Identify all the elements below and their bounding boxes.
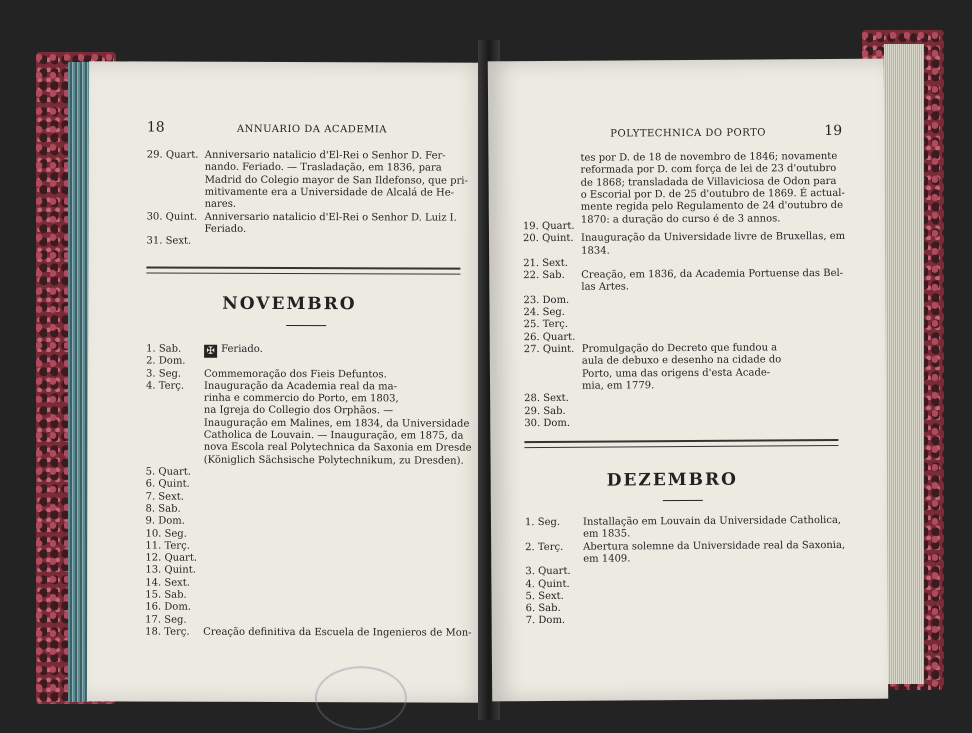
entry-day: 19. Quart.	[522, 220, 575, 233]
page-edges	[884, 44, 924, 684]
entry-day: 5. Quart.	[145, 466, 192, 478]
entry-day: 30. Quint.	[146, 211, 198, 223]
entry-day: 3. Seg.	[146, 368, 182, 380]
entry-text: (Königlich Sächsische Polytechnikum, zu Dresden).	[203, 454, 464, 467]
entry-day: 28. Sext.	[524, 393, 569, 405]
entry-text: rinha e commercio do Porto, em 1803,	[203, 392, 399, 405]
title-underline	[286, 325, 326, 326]
right-page	[488, 59, 888, 702]
entry-day: 17. Seg.	[145, 614, 187, 626]
entry-text: nova Escola real Polytechnica da Saxonia em Dresde	[203, 442, 472, 455]
library-stamp	[315, 666, 407, 730]
entry-day: 1. Seg.	[524, 516, 561, 529]
entry-day: 27. Quint.	[523, 343, 575, 356]
entry-text: Abertura solemne da Universidade real da Saxonia,	[583, 539, 846, 553]
entry-text: em 1835.	[583, 528, 631, 541]
entry-day: 13. Quint.	[145, 564, 196, 577]
cross-icon: ✠	[204, 345, 217, 358]
entry-day: 7. Dom.	[525, 615, 566, 627]
section-rule	[146, 267, 460, 275]
entry-day: 10. Seg.	[145, 528, 187, 540]
entry-text: Feriado.	[204, 223, 247, 235]
page-number: 18	[146, 119, 165, 136]
entry-text: ✠ Feriado.	[204, 344, 263, 358]
entry-day: 6. Sab.	[525, 602, 561, 615]
entry-day: 20. Quint.	[522, 233, 574, 245]
entry-day: 6. Quint.	[145, 478, 190, 490]
month-title: DEZEMBRO	[606, 469, 738, 491]
entry-text: Creação definitiva da Escuela de Ingenieros de Mon-	[203, 626, 472, 639]
entry-day: 15. Sab.	[145, 589, 187, 601]
entry-day: 30. Dom.	[524, 417, 571, 429]
entry-day: 24. Seg.	[523, 306, 566, 319]
text-line: mente regida pelo Regulamento de 24 d'outubro de	[580, 200, 844, 213]
entry-day: 14. Sext.	[145, 577, 191, 589]
entry-text: Inauguração em Malines, em 1834, da Universidade	[203, 417, 470, 430]
text-line: de 1868; transladada de Villaviciosa de Odon para	[580, 175, 837, 189]
entry-day: 8. Sab.	[145, 503, 181, 515]
entry-text: Commemoração dos Fieis Defuntos.	[204, 368, 387, 380]
entry-text: 1834.	[581, 245, 610, 257]
title-underline	[663, 500, 703, 501]
entry-text: aula de debuxo e desenho na cidade do	[581, 354, 782, 368]
entry-day: 29. Quart.	[146, 149, 199, 161]
entry-day: 7. Sext.	[145, 491, 184, 503]
entry-day: 25. Terç.	[523, 319, 569, 331]
page-number: 19	[824, 122, 843, 140]
entry-day: 4. Quint.	[525, 578, 570, 590]
running-head: ANNUARIO DA ACADEMIA	[236, 123, 388, 136]
entry-day: 4. Terç.	[145, 380, 185, 392]
text-line: o Escorial por D. de 25 d'outubro de 1869. É actual-	[580, 187, 845, 201]
entry-text: em 1409.	[583, 553, 631, 565]
entry-text: Installação em Louvain da Universidade Catholica,	[582, 514, 842, 528]
entry-text: Anniversario natalicio d'El-Rei o Senhor D. Luiz I.	[204, 211, 457, 224]
entry-day: 9. Dom.	[145, 515, 185, 527]
entry-day: 5. Sext.	[525, 590, 564, 602]
entry-text: Catholica de Louvain. — Inauguração, em 1875, da	[203, 429, 464, 442]
section-rule	[524, 439, 838, 448]
entry-text: nares.	[204, 198, 237, 211]
entry-text: mitivamente era a Universidade de Alcalá de He-	[204, 186, 455, 199]
entry-day: 16. Dom.	[145, 601, 192, 613]
entry-day: 18. Terç.	[145, 626, 190, 638]
entry-day: 1. Sab.	[146, 343, 182, 355]
entry-text: las Artes.	[581, 281, 630, 294]
entry-day: 21. Sext.	[523, 257, 568, 270]
text-line: tes por D. de 18 de novembro de 1846; novamente	[580, 150, 838, 164]
entry-day: 31. Sext.	[146, 235, 192, 247]
entry-text: Porto, uma das origens d'esta Acade-	[581, 367, 771, 380]
entry-text: Madrid do Colegio mayor de San Ildefonso, que pri-	[204, 174, 468, 187]
entry-text: mia, em 1779.	[582, 380, 655, 392]
entry-text: na Igreja do Collegio dos Orphãos. —	[203, 405, 394, 417]
entry-text: Creação, em 1836, da Academia Portuense das Bel-	[581, 268, 844, 281]
text-line: 1870: a duração do curso é de 3 annos.	[580, 212, 781, 226]
entry-day: 23. Dom.	[523, 294, 570, 306]
entry-day: 26. Quart.	[523, 331, 576, 343]
entry-day: 12. Quart.	[145, 552, 198, 564]
entry-text: Anniversario natalicio d'El-Rei o Senhor D. Fer-	[204, 149, 446, 162]
text-line: reformada por D. com força de lei de 23 d'outubro	[580, 163, 837, 177]
entry-text: Inauguração da Universidade livre de Bruxellas, em	[580, 231, 846, 245]
left-page	[87, 61, 489, 702]
running-head: POLYTECHNICA DO PORTO	[610, 127, 766, 140]
entry-day: 2. Dom.	[146, 355, 186, 367]
entry-text: Inauguração da Academia real da ma-	[203, 380, 398, 393]
entry-day: 22. Sab.	[523, 270, 565, 282]
entry-day: 2. Terç.	[525, 541, 564, 553]
entry-day: 11. Terç.	[145, 540, 190, 552]
entry-text: Promulgação do Decreto que fundou a	[581, 342, 778, 355]
month-title: NOVEMBRO	[222, 293, 357, 315]
entry-day: 29. Sab.	[524, 405, 566, 417]
entry-day: 3. Quart.	[525, 566, 571, 578]
entry-text: nando. Feriado. — Trasladação, em 1836, para	[204, 162, 442, 174]
